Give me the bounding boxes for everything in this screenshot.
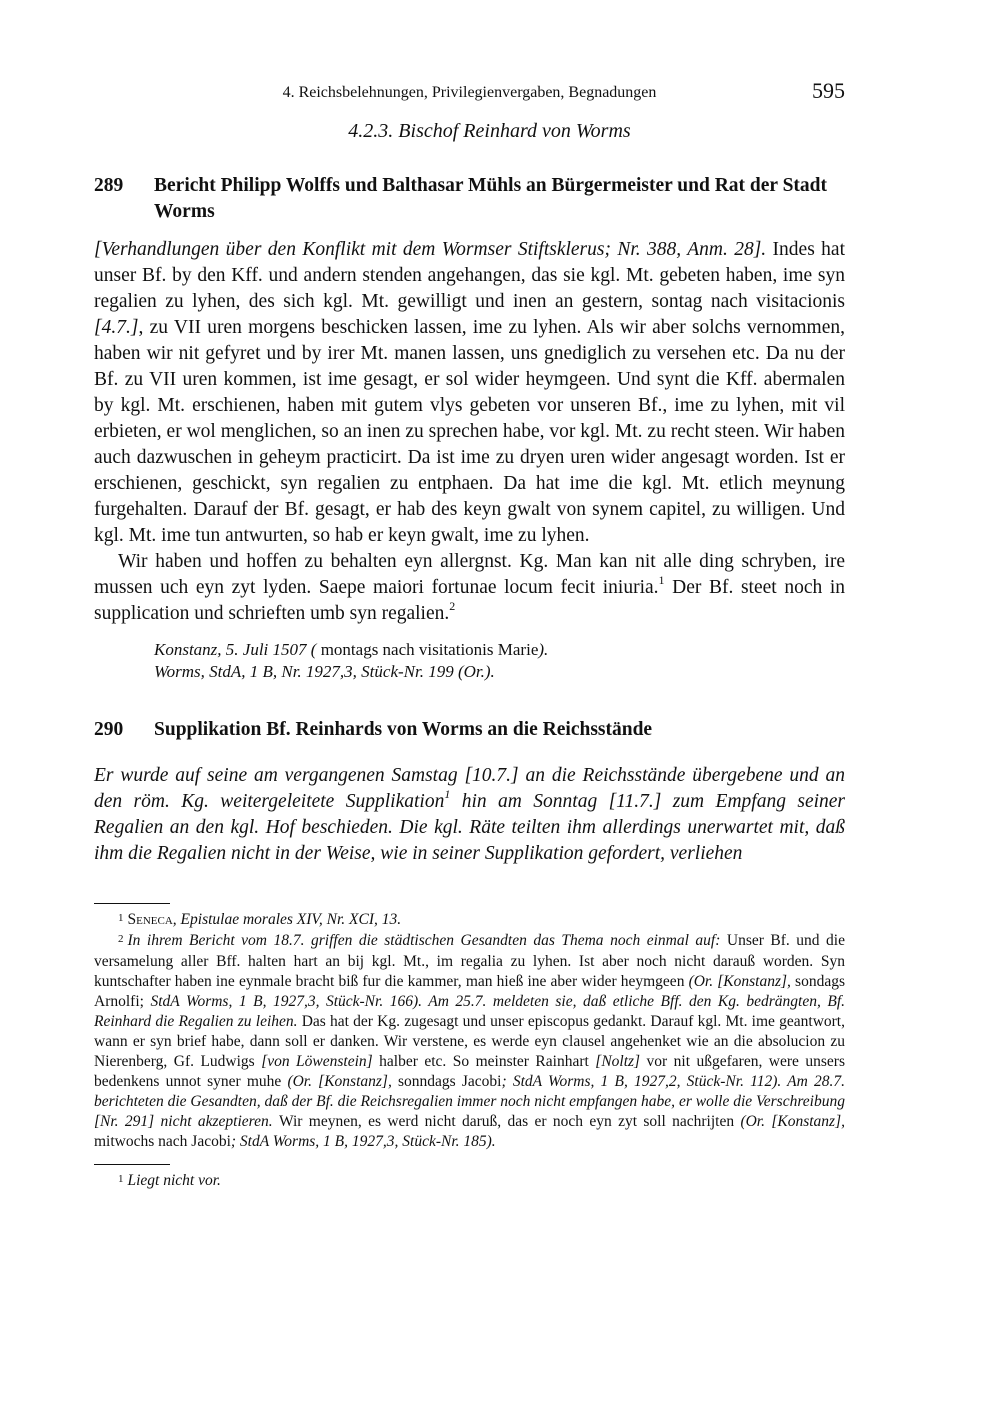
footnote-text-segment: Das hat der Kg. zugesagt und unser episcopus gedankt. Darauf kgl. Mt. ime geantwort, wann er syn brief habe, dann soll er danken. Wir verstene, es werde eyn clausel angehenket wie an die absolucion zu Nierenberg, Gf. Ludwigs	[94, 1013, 845, 1070]
doc-290-heading	[94, 717, 845, 743]
footnote-text-segment: In ihrem Bericht vom 18.7. griffen die städtischen Gesandten das Thema noch einmal auf:	[127, 932, 727, 949]
footnotes-289	[94, 910, 845, 1152]
footnote-text-segment: sonndags Jacobi	[398, 1073, 502, 1090]
footnote-1	[94, 1171, 845, 1192]
doc-number: 289	[94, 175, 124, 196]
footnote-text-segment: (Or. [Konstanz],	[287, 1073, 399, 1090]
doc-290-regest	[94, 763, 845, 867]
footnote-mark: 1	[118, 912, 124, 924]
footnotes-290	[94, 1171, 845, 1192]
footnote-text-segment: sondags Arnolfi;	[94, 973, 845, 1010]
page	[94, 78, 845, 1192]
doc-number: 290	[94, 719, 124, 740]
footnote-1	[94, 910, 845, 931]
text: Der Bf. steet noch in supplication und schrieften umb syn regalien.	[94, 577, 845, 624]
date-italic: Konstanz, 5. Juli 1507 (	[154, 640, 317, 659]
date-roman: montags nach visitationis Marie	[316, 640, 539, 659]
text: Indes hat unser Bf. by den Kff. und andern stenden angehangen, das sie kgl. Mt. gebeten haben, ime syn regalien zu lyhen, des sich kgl. Mt. gewilligt und inen an gestern, sontag nach visitacionis	[94, 239, 845, 312]
footnote-text-segment: StdA Worms, 1 B, 1927,3, Stück-Nr. 166). Am 25.7. meldeten sie, daß etliche Bff. den Kg. bedrängten, Bf. Reinhard die Regalien zu leihen.	[94, 993, 845, 1030]
text: Wir haben und hoffen zu behalten eyn allergnst. Kg. Man kan nit alle ding schryben, ire mussen uch eyn zyt lyden. Saepe maiori fortunae locum fecit iniuria.	[94, 551, 845, 598]
footnote-2	[94, 931, 845, 1152]
footnote-ref[interactable]: 1	[658, 572, 665, 587]
source-line: Worms, StdA, 1 B, Nr. 1927,3, Stück-Nr. 199 (Or.).	[154, 662, 495, 681]
footnote-rule	[94, 1164, 170, 1165]
footnote-mark: 2	[118, 933, 124, 945]
footnote-text-segment: vor nit ußgefaren, were unsers bedenkens unnot syner muhe	[94, 1053, 845, 1090]
doc-title: Bericht Philipp Wolffs und Balthasar Mühls an Bürgermeister und Rat der Stadt Worms	[154, 175, 828, 222]
footnote-text-segment: Wir meynen, es werd nicht daruß, das er noch eyn zyt soll nachrijten	[278, 1113, 741, 1130]
regest: [Verhandlungen über den Konflikt mit dem Wormser Stiftsklerus; Nr. 388, Anm. 28].	[94, 239, 767, 260]
footnote-text-segment: (Or. [Konstanz],	[688, 973, 796, 990]
doc-title: Supplikation Bf. Reinhards von Worms an die Reichsstände	[154, 719, 653, 740]
doc-289-datum	[154, 639, 845, 683]
footnote-text: Liegt nicht vor.	[127, 1172, 221, 1189]
page-number: 595	[812, 78, 845, 103]
paragraph	[94, 549, 845, 627]
footnote-text-segment: mitwochs nach Jacobi	[94, 1133, 231, 1150]
text: Er wurde auf seine am vergangenen Samstag [10.7.] an die Reichsstände übergebene und an den röm. Kg. weitergeleitete Supplikation	[94, 765, 845, 812]
footnote-text-segment: halber etc. So meinster Rainhart	[379, 1053, 596, 1070]
page-header	[94, 78, 845, 108]
doc-289-heading	[94, 173, 845, 225]
footnote-text-segment: ; StdA Worms, 1 B, 1927,2, Stück-Nr. 112). Am 28.7. berichteten die Gesandten, daß der Bf. die Reichsregalien immer noch nicht empfangen habe, er wolle die Verschreibung [Nr. 291] nicht akzeptieren.	[94, 1073, 845, 1130]
footnote-mark: 1	[118, 1173, 124, 1185]
footnote-text-segment: [Noltz]	[595, 1053, 647, 1070]
footnote-rule	[94, 903, 170, 904]
running-head: 4. Reichsbelehnungen, Privilegienvergaben, Begnadungen	[282, 84, 657, 101]
doc-289-text	[94, 237, 845, 627]
paragraph	[94, 237, 845, 549]
text-italic: [4.7.]	[94, 317, 139, 338]
section-title: 4.2.3. Bischof Reinhard von Worms	[348, 120, 631, 142]
text: hin am Sonntag [11.7.] zum Empfang seiner Regalien an den kgl. Hof beschieden. Die kgl. Räte teilten ihm allerdings unerwartet mit, daß ihm die Regalien nicht in der Weise, wie in seiner Supplikation gefordert, verliehen	[94, 791, 846, 864]
footnote-author: Seneca	[127, 911, 173, 928]
footnote-text-segment: Unser Bf. und die versamelung aller Bff. halten hart an bij kgl. Mt., im regalia zu lyhen. Ist aber noch nicht darauß worden. Syn kuntschafter haben ine eynmale bracht biß fur die kammer, man hieß ine aber wider heymgeen	[94, 932, 845, 990]
footnote-ref[interactable]: 2	[449, 598, 456, 613]
footnote-text-segment: ; StdA Worms, 1 B, 1927,3, Stück-Nr. 185).	[230, 1133, 496, 1150]
date-line	[154, 639, 845, 661]
date-italic: ).	[538, 640, 549, 659]
footnote-ref[interactable]: 1	[444, 786, 451, 801]
footnote-text-segment: [von Löwenstein]	[261, 1053, 380, 1070]
text: , zu VII uren morgens beschicken lassen, ime zu lyhen. Als wir aber solchs vernommen, haben wir nit gefyret und by irer Mt. manen lassen, uns gnediglich zu versehen etc. Da nu der Bf. zu VII uren kommen, ist ime gesagt, er sol wider heymgeen. Und synt die Kff. abermalen by kgl. Mt. erschienen, haben mit gutem vlys gebeten vor unseren Bf., ime zu lyhen, mit vil erbieten, er wol menglichen, so an inen zu sprechen habe, vor kgl. Mt. zu recht steen. Wir haben auch dazwuschen in geheym practicirt. Da ist ime zu dryen uren wider angesagt worden. Ist er erschienen, geschickt, syn regalien zu entphaen. Da hat ime die kgl. Mt. etlich meynung furgehalten. Darauf der Bf. gesagt, er hab des keyn gwalt von synem capitel, zu willigen. Und kgl. Mt. ime tun antwurten, so hab er keyn gwalt, ime zu lyhen.	[94, 317, 845, 546]
footnote-text: , Epistulae morales XIV, Nr. XCI, 13.	[172, 911, 402, 928]
footnote-text-segment: (Or. [Konstanz],	[740, 1113, 845, 1130]
